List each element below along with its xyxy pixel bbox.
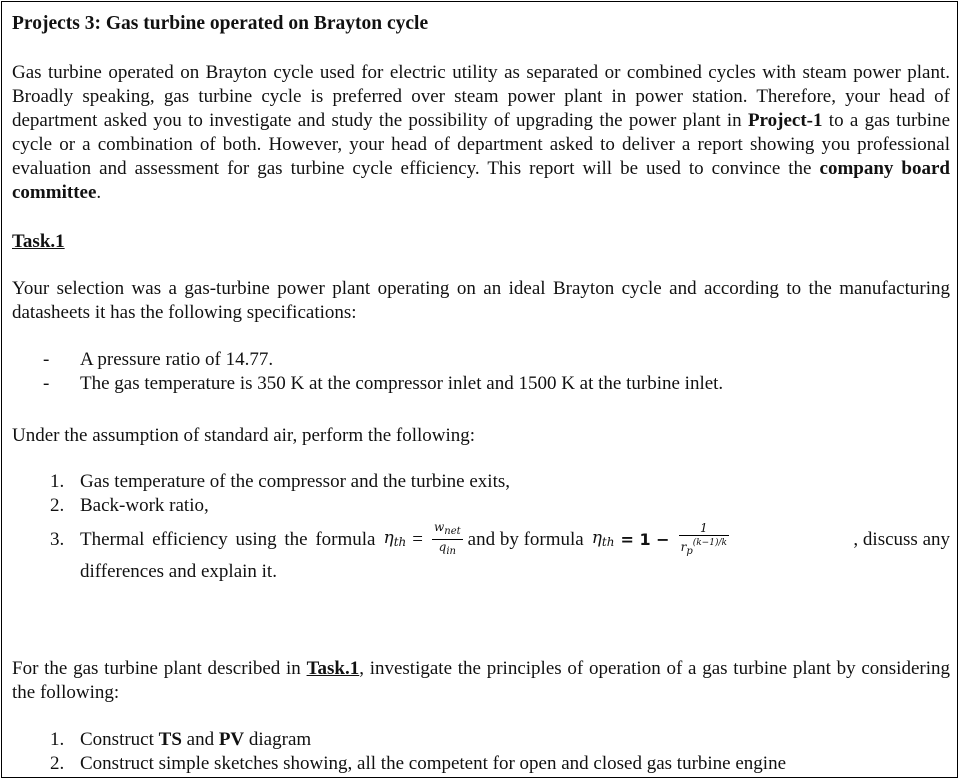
work-heat-fraction: $\frac{w_{net}}{q_{in}}$ bbox=[433, 520, 461, 557]
task-item bbox=[50, 470, 950, 494]
task-heading-label: Task.1 bbox=[12, 231, 65, 252]
efficiency-symbol: $\eta_{th}$ bbox=[383, 527, 407, 549]
ts-label: TS bbox=[158, 729, 182, 750]
task-text-b: and by formula bbox=[467, 528, 584, 550]
task2-text: Construct simple sketches showing, all the competent for open and closed gas turbine engine bbox=[80, 753, 786, 774]
item-number: 2. bbox=[50, 495, 65, 516]
intro-paragraph bbox=[12, 61, 950, 205]
task-heading bbox=[12, 230, 950, 254]
spec-text: The gas temperature is 350 K at the compressor inlet and 1500 K at the turbine inlet. bbox=[80, 373, 724, 394]
followup-text-1: For the gas turbine plant described in bbox=[12, 658, 307, 679]
spec-text: A pressure ratio of bbox=[80, 349, 226, 370]
task-text: Thermal efficiency using the formula bbox=[80, 528, 376, 550]
item-number: 1. bbox=[50, 729, 65, 750]
followup-text-2: , investigate the principles of operation of a gas turbine plant by considering the following: bbox=[12, 658, 950, 703]
pressure-ratio-value: 14.77 bbox=[225, 349, 269, 370]
followup-paragraph bbox=[12, 657, 950, 705]
dash-marker: - bbox=[43, 349, 50, 370]
intro-text-1: Gas turbine operated on Brayton cycle used for electric utility as separated or combined cycles with steam power plant. Broadly speaking, gas turbine cycle is preferred over steam power plant in power station. Therefore, your head of department asked you to investigate and study the possibility of upgrading the power plant in bbox=[12, 62, 950, 131]
task-item bbox=[50, 494, 950, 518]
spec-item bbox=[43, 372, 723, 396]
task-item-continued: differences and explain it. bbox=[80, 561, 277, 582]
task2-text-and: and bbox=[181, 729, 219, 750]
task-text: Back-work ratio, bbox=[80, 495, 209, 516]
task2-text-diagram: diagram bbox=[244, 729, 312, 750]
intro-bold-committee: company board committee bbox=[12, 158, 950, 203]
task-text: Gas temperature of the compressor and the turbine exits, bbox=[80, 471, 510, 492]
task2-item bbox=[50, 752, 950, 776]
task-text-c: , discuss any bbox=[853, 528, 950, 550]
dash-marker: - bbox=[43, 373, 50, 394]
pressure-ratio-fraction: $\frac{1}{r_p^{(k-1)/k}}$ bbox=[680, 520, 727, 557]
assumption-text: Under the assumption of standard air, perform the following: bbox=[12, 425, 476, 446]
item-number: 3. bbox=[50, 528, 65, 550]
pv-label: PV bbox=[218, 729, 245, 750]
task-reference: Task.1 bbox=[306, 658, 360, 679]
equals-sign: = bbox=[412, 528, 423, 550]
intro-bold-project: Project-1 bbox=[747, 110, 823, 131]
efficiency-symbol-2: $\eta_{th}$ bbox=[591, 527, 615, 549]
one-minus: = 1 − bbox=[620, 529, 670, 549]
document-title: Projects 3: Gas turbine operated on Brayton cycle bbox=[12, 13, 429, 34]
item-number: 2. bbox=[50, 753, 65, 774]
intro-text-3: . bbox=[96, 182, 102, 203]
spec-item bbox=[43, 348, 273, 372]
task2-text: Construct bbox=[80, 729, 159, 750]
intro-text-2: to a gas turbine cycle or a combination of both. However, your head of department asked to deliver a report showing you professional evaluation and assessment for gas turbine cycle efficiency. This report will be used to convince the bbox=[12, 110, 951, 179]
item-number: 1. bbox=[50, 471, 65, 492]
task-item-formula bbox=[50, 520, 950, 559]
spec-text-end: . bbox=[268, 349, 274, 370]
selection-paragraph: Your selection was a gas-turbine power plant operating on an ideal Brayton cycle and according to the manufacturing datasheets it has the following specifications: bbox=[12, 278, 950, 323]
task2-item bbox=[50, 728, 950, 752]
